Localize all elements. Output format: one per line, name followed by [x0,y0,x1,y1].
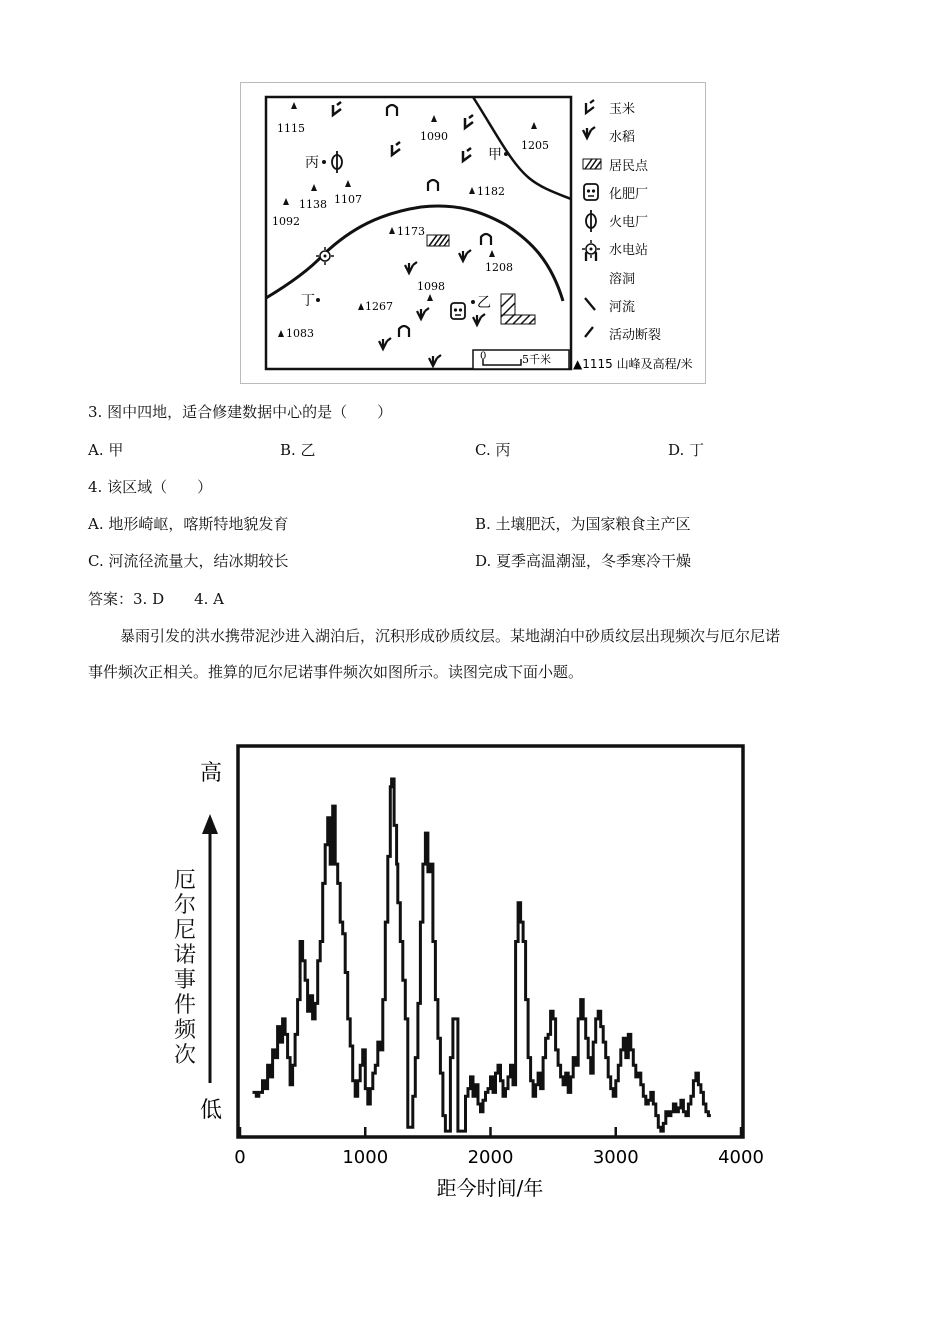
series-line-0 [253,779,711,1131]
legend-label-peak: ▲1115 山峰及高程/米 [573,357,693,371]
peak-elevation: 1090 [420,130,448,143]
legend-label-cave: 溶洞 [609,272,636,287]
el-nino-chart [160,730,780,1210]
x-tick-label: 1000 [342,1147,389,1168]
place-dot [322,160,326,164]
peak-elevation: 1208 [485,261,513,274]
place-jia: 甲 [488,147,502,163]
passage-line-1 [88,618,868,654]
x-tick-label: 2000 [467,1147,514,1168]
passage-text-1: 暴雨引发的洪水携带泥沙进入湖泊后，沉积形成砂质纹层。某地湖泊中砂质纹层出现频次与厄尔尼诺 [120,627,781,645]
legend-river-icon [585,298,595,310]
peak-marker [311,184,317,191]
question-3-option-d: D. 丁 [668,441,705,459]
question-3-option-b: B. 乙 [280,441,316,459]
peak-marker [389,227,395,234]
legend-fault-icon [585,327,593,337]
peak-marker [427,294,433,301]
question-4-stem: 4. 该区域（ ） [88,478,213,496]
peak-elevation: 1107 [334,193,362,206]
peak-elevation: 1267 [365,300,393,313]
peak-marker [469,187,475,194]
legend-label-river: 河流 [609,300,636,315]
x-axis-label: 距今时间/年 [436,1176,544,1200]
question-4-option-d: D. 夏季高温潮湿，冬季寒冷干燥 [475,552,692,570]
legend-label-hydro: 水电站 [609,243,649,258]
peak-elevation: 1083 [286,327,314,340]
y-axis-arrowhead [202,814,218,834]
y-high-label: 高 [200,761,223,786]
passage [88,618,868,690]
peak-marker [489,250,495,257]
fertilizer-plant-icon [451,303,465,319]
chart-canvas [160,730,780,1210]
legend-label-fault: 活动断裂 [609,328,662,343]
place-yi: 乙 [477,295,491,311]
legend-label-fertilizer: 化肥厂 [609,187,649,202]
peak-elevation: 1173 [397,225,425,238]
legend-hydropower-icon [582,240,600,258]
peak-marker [291,102,297,109]
place-bing: 丙 [305,155,319,171]
question-4-option-b: B. 土壤肥沃，为国家粮食主产区 [475,515,691,533]
question-4-option-c: C. 河流径流量大，结冰期较长 [88,552,289,570]
thermal-power-icon [332,151,342,173]
hydropower-icon [316,247,334,265]
place-dot [504,152,508,156]
peak-marker [283,198,289,205]
rice-icon [379,250,485,366]
legend-label-rice: 水稻 [609,130,636,145]
land-use-map [240,82,706,384]
x-tick-label: 3000 [592,1147,639,1168]
question-4-option-a: A. 地形崎岖，喀斯特地貌发育 [88,515,289,533]
scale-zero: 0 [480,351,487,362]
peak-marker [431,115,437,122]
y-low-label: 低 [200,1098,223,1123]
place-dot [316,298,320,302]
corn-icon [333,102,473,161]
peak-marker [531,122,537,129]
peak-elevation: 1092 [272,215,300,228]
place-ding: 丁 [301,293,315,309]
peak-marker [345,180,351,187]
question-3-stem: 3. 图中四地，适合修建数据中心的是（ ） [88,403,393,421]
legend-label-corn: 玉米 [609,102,636,117]
peak-elevation: 1098 [417,280,445,293]
x-tick-label: 0 [234,1147,246,1168]
peak-marker [358,303,364,310]
map-canvas [241,83,707,385]
answer-line: 答案：3. D 4. A [88,590,225,608]
passage-text-2: 事件频次正相关。推算的厄尔尼诺事件频次如图所示。读图完成下面小题。 [88,663,584,681]
legend-settlement-icon [583,159,601,169]
place-dot [471,300,475,304]
peak-marker [278,330,284,337]
peak-elevation: 1138 [299,198,327,211]
scale-label: 5千米 [522,353,551,366]
y-axis-label: 厄尔尼诺事件频次 [173,868,196,1068]
legend-label-thermal: 火电厂 [609,215,649,230]
peak-elevation: 1205 [521,139,549,152]
question-3-option-c: C. 丙 [475,441,511,459]
legend-rice-icon [583,127,595,138]
peak-elevation: 1115 [277,122,305,135]
legend-thermal-power-icon [586,210,596,232]
question-3-option-a: A. 甲 [88,441,124,459]
legend-label-settlement: 居民点 [609,159,649,174]
legend-corn-icon [586,100,594,113]
river-line [266,206,563,301]
legend-fertilizer-plant-icon [584,184,598,200]
peak-elevation: 1182 [477,185,505,198]
x-tick-label: 4000 [718,1147,764,1168]
